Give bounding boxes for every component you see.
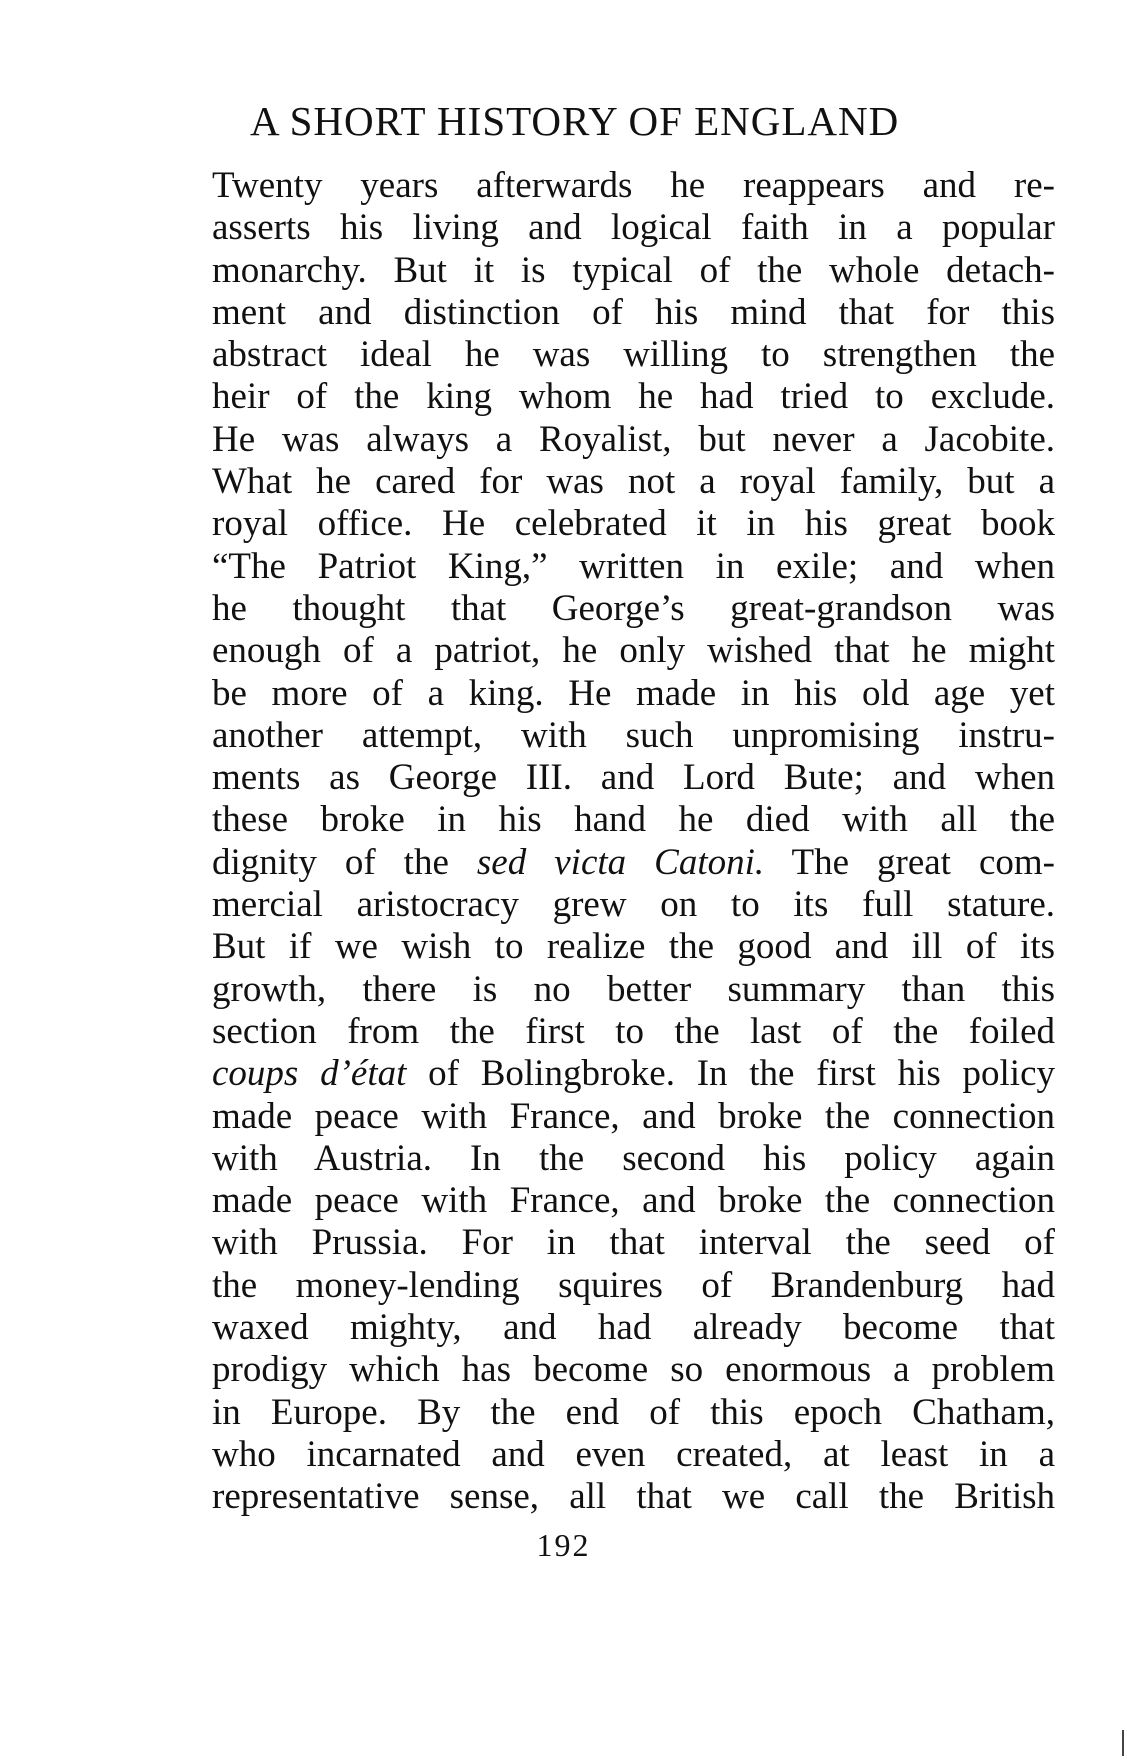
text-line: another attempt, with such unpromising instru- [212,714,1055,756]
text-line: abstract ideal he was willing to strengthen the [212,334,1055,376]
text-line: coups d’état of Bolingbroke. In the first his policy [212,1053,1055,1095]
text-line: mercial aristocracy grew on to its full stature. [212,884,1055,926]
text-line: enough of a patriot, he only wished that he might [212,630,1055,672]
text-line: Twenty years afterwards he reappears and re- [212,165,1055,206]
text-line: he thought that George’s great-grandson was [212,587,1055,629]
text-line: monarchy. But it is typical of the whole detach- [212,249,1055,291]
page-number: 192 [536,1527,591,1563]
text-line: What he cared for was not a royal family, but a [212,461,1055,503]
text-line: waxed mighty, and had already become that [212,1307,1055,1349]
text-line: “The Patriot King,” written in exile; and when [212,545,1055,587]
body-text [212,165,1055,1519]
text-line: with Prussia. For in that interval the seed of [212,1222,1055,1264]
text-line: who incarnated and even created, at least in a [212,1433,1055,1475]
latin-phrase: sed victa Catoni. [476,841,765,883]
text-line: section from the first to the last of the foiled [212,1010,1055,1052]
text-line: heir of the king whom he had tried to exclude. [212,376,1055,418]
text-line: in Europe. By the end of this epoch Chatham, [212,1391,1055,1433]
running-head: A SHORT HISTORY OF ENGLAND [250,98,900,144]
text-line: made peace with France, and broke the connection [212,1095,1055,1137]
text-line: be more of a king. He made in his old age yet [212,672,1055,714]
text-line: dignity of the sed victa Catoni. The great com- [212,841,1055,883]
text-line: with Austria. In the second his policy again [212,1137,1055,1179]
text-line: prodigy which has become so enormous a problem [212,1349,1055,1391]
text-line: the money-lending squires of Brandenburg had [212,1264,1055,1306]
text-line: growth, there is no better summary than this [212,968,1055,1010]
text-line: royal office. He celebrated it in his great book [212,503,1055,545]
french-phrase: coups d’état [212,1053,407,1095]
text-line: asserts his living and logical faith in a popular [212,207,1055,249]
text-line: He was always a Royalist, but never a Jacobite. [212,418,1055,460]
text-line: But if we wish to realize the good and ill of its [212,926,1055,968]
text-line: ments as George III. and Lord Bute; and when [212,757,1055,799]
text-line: made peace with France, and broke the connection [212,1180,1055,1222]
text-line: ment and distinction of his mind that for this [212,291,1055,333]
text-line: these broke in his hand he died with all the [212,799,1055,841]
text-line: representative sense, all that we call the British [212,1476,1055,1518]
page-edge-mark [1122,1730,1124,1756]
